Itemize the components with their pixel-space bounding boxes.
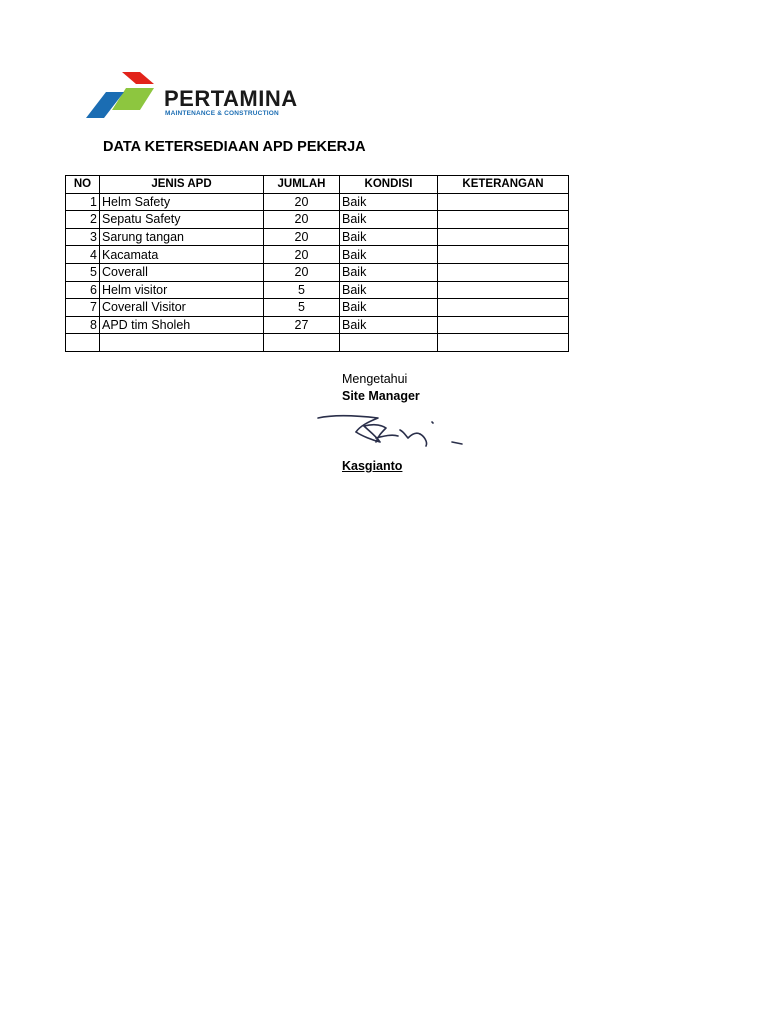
cell-no: 3	[66, 228, 100, 246]
cell-jumlah: 20	[264, 228, 340, 246]
table-row	[66, 246, 569, 264]
cell-no: 8	[66, 316, 100, 334]
cell-jenis-apd: APD tim Sholeh	[100, 316, 264, 334]
cell-keterangan	[438, 193, 569, 211]
table-row	[66, 228, 569, 246]
header-keterangan: KETERANGAN	[438, 176, 569, 194]
cell-kondisi: Baik	[340, 193, 438, 211]
table-header-row	[66, 176, 569, 194]
cell-jenis-apd	[100, 334, 264, 352]
table-row	[66, 263, 569, 281]
cell-kondisi: Baik	[340, 246, 438, 264]
cell-keterangan	[438, 316, 569, 334]
table-row	[66, 281, 569, 299]
cell-keterangan	[438, 334, 569, 352]
cell-jumlah: 20	[264, 263, 340, 281]
signer-name: Kasgianto	[342, 459, 403, 473]
cell-no: 1	[66, 193, 100, 211]
cell-no: 7	[66, 299, 100, 317]
cell-no	[66, 334, 100, 352]
table-row	[66, 316, 569, 334]
cell-jenis-apd: Sepatu Safety	[100, 211, 264, 229]
header-jumlah: JUMLAH	[264, 176, 340, 194]
approval-block	[342, 371, 420, 405]
logo-subtitle: MAINTENANCE & CONSTRUCTION	[165, 110, 279, 117]
cell-jumlah: 5	[264, 281, 340, 299]
cell-jenis-apd: Helm Safety	[100, 193, 264, 211]
cell-keterangan	[438, 228, 569, 246]
cell-keterangan	[438, 263, 569, 281]
logo-wordmark: PERTAMINA	[164, 86, 298, 111]
cell-kondisi: Baik	[340, 211, 438, 229]
cell-jumlah: 20	[264, 211, 340, 229]
approval-role: Site Manager	[342, 389, 420, 403]
cell-kondisi	[340, 334, 438, 352]
cell-keterangan	[438, 246, 569, 264]
cell-no: 6	[66, 281, 100, 299]
cell-jumlah: 20	[264, 246, 340, 264]
cell-jumlah: 5	[264, 299, 340, 317]
cell-jumlah: 27	[264, 316, 340, 334]
table-row	[66, 334, 569, 352]
cell-kondisi: Baik	[340, 263, 438, 281]
cell-jenis-apd: Helm visitor	[100, 281, 264, 299]
cell-kondisi: Baik	[340, 299, 438, 317]
approval-label: Mengetahui	[342, 372, 408, 386]
logo-red-mark	[122, 72, 154, 84]
header-no: NO	[66, 176, 100, 194]
table-row	[66, 193, 569, 211]
cell-jumlah	[264, 334, 340, 352]
cell-keterangan	[438, 281, 569, 299]
apd-table	[65, 175, 569, 352]
handwritten-signature	[316, 412, 466, 452]
cell-kondisi: Baik	[340, 228, 438, 246]
cell-jenis-apd: Coverall	[100, 263, 264, 281]
cell-keterangan	[438, 299, 569, 317]
cell-no: 5	[66, 263, 100, 281]
cell-kondisi: Baik	[340, 281, 438, 299]
table-row	[66, 299, 569, 317]
table-row	[66, 211, 569, 229]
cell-keterangan	[438, 211, 569, 229]
cell-no: 4	[66, 246, 100, 264]
cell-jenis-apd: Sarung tangan	[100, 228, 264, 246]
cell-no: 2	[66, 211, 100, 229]
header-kondisi: KONDISI	[340, 176, 438, 194]
pertamina-logo	[84, 70, 314, 122]
cell-jumlah: 20	[264, 193, 340, 211]
pertamina-logo-icon	[84, 70, 160, 122]
document-title: DATA KETERSEDIAAN APD PEKERJA	[103, 139, 366, 155]
cell-jenis-apd: Coverall Visitor	[100, 299, 264, 317]
header-jenis-apd: JENIS APD	[100, 176, 264, 194]
cell-jenis-apd: Kacamata	[100, 246, 264, 264]
cell-kondisi: Baik	[340, 316, 438, 334]
